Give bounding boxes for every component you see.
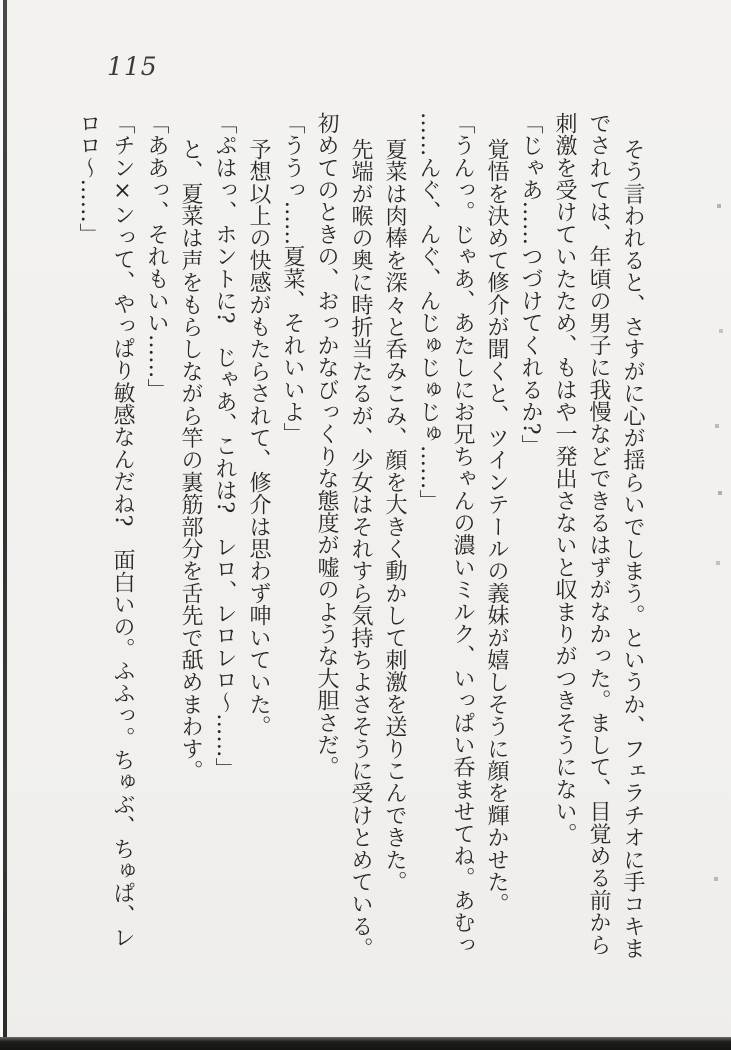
text-column: 「ぷはっ、ホントに? じゃあ、これは? レロ、レロレロ〜……」: [212, 112, 237, 780]
text-column: 「ううっ……夏菜、それいいよ」: [280, 112, 305, 445]
text-column: と、夏菜は声をもらしながら竿の裏筋部分を舌先で舐めまわす。: [178, 138, 203, 783]
scan-specks: [0, 0, 2, 2]
text-column: 刺激を受けていたため、もはや一発出さないと収まりがつきそうにない。: [552, 112, 577, 845]
text-column: 「うんっ。じゃあ、あたしにお兄ちゃんの濃いミルク、いっぱい呑ませてね。あむっ: [450, 112, 475, 956]
vertical-text-block: [71, 112, 649, 1012]
text-column: 覚悟を決めて修介が聞くと、ツインテールの義妹が嬉しそうに顔を輝かせた。: [484, 138, 509, 916]
scan-left-edge-line: [3, 0, 7, 1050]
text-column: でされては、年頃の男子に我慢などできるはずがなかった。まして、目覚める前から: [586, 112, 611, 956]
text-column: 初めてのときの、おっかなびっくりな態度が嘘のような大胆さだ。: [314, 112, 339, 778]
text-column: 「チン×ンって、やっぱり敏感なんだね? 面白いの。ふふっ。ちゅぶ、ちゅぱ、レ: [110, 112, 135, 949]
text-column: 先端が喉の奥に時折当たるが、少女はそれすら気持ちよさそうに受けとめている。: [348, 138, 373, 960]
page-number: 115: [107, 52, 158, 81]
text-column: 予想以上の快感がもたらされて、修介は思わず呻いていた。: [246, 138, 271, 738]
text-column: 「ああっ、それもいい……」: [144, 112, 169, 401]
text-column: ロロ〜……」: [76, 112, 101, 246]
text-column: そう言われると、さすがに心が揺らいでしまう。というか、フェラチオに手コキま: [620, 138, 645, 960]
scan-bottom-edge-band: [0, 1037, 731, 1050]
text-column: ……んぐ、んぐ、んじゅじゅじゅ……」: [416, 112, 441, 512]
text-column: 「じゃあ……つづけてくれるか?」: [518, 112, 543, 457]
text-column: 夏菜は肉棒を深々と呑みこみ、顔を大きく動かして刺激を送りこんできた。: [382, 138, 407, 894]
